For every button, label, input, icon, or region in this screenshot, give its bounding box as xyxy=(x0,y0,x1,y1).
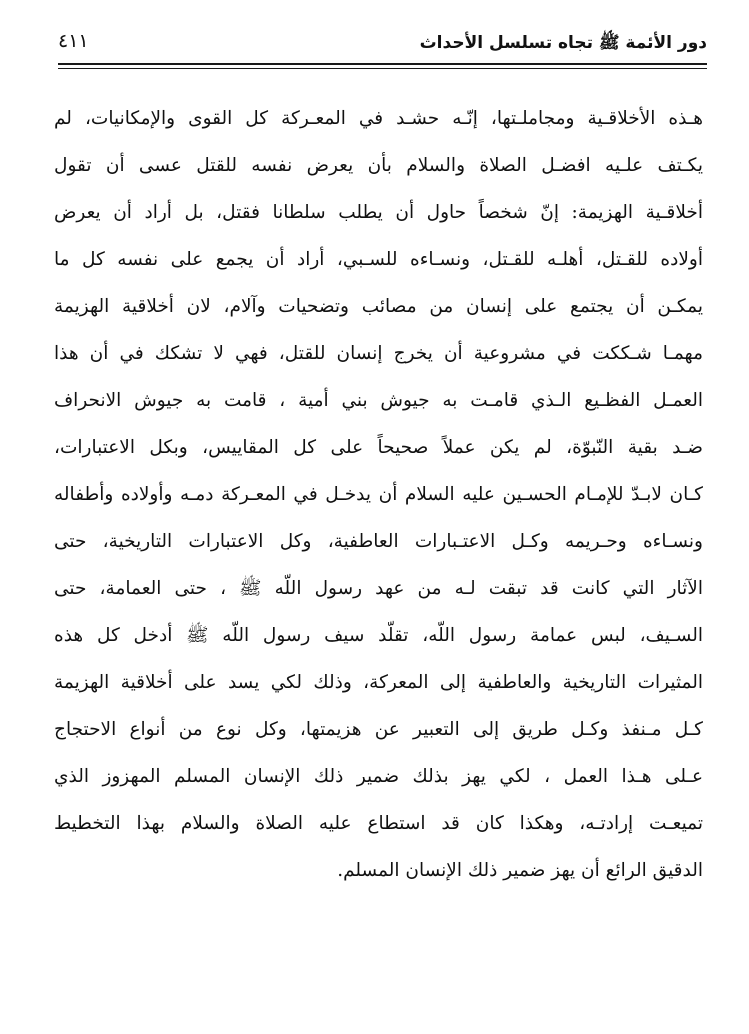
text-line: السـيف، لبس عمامة رسول اللّه، تقلّد سيف رسول اللّه ﷺ أدخل كل هذه xyxy=(54,625,703,646)
text-line: الدقيق الرائع أن يهز ضمير ذلك الإنسان المسلم. xyxy=(337,860,703,881)
text-line: أخلاقـية الهزيمة: إنّ شخصاً حاول أن يطلب سلطانا فقتل، بل أراد أن يعرض xyxy=(54,202,703,223)
text-line: تميعـت إرادتـه، وهكذا كان قد استطاع عليه الصلاة والسلام بهذا التخطيط xyxy=(54,813,703,834)
text-line: كـل مـنفذ وكـل طريق إلى التعبير عن هزيمتها، وكل نوع من أنواع الاحتجاج xyxy=(54,719,703,740)
running-header xyxy=(58,30,707,62)
text-line: يكـتف علـيه افضـل الصلاة والسلام بأن يعرض نفسه للقتل عسى أن تقول xyxy=(54,155,703,176)
body-text xyxy=(54,95,703,894)
text-line: عـلى هـذا العمل ، لكي يهز بذلك ضمير ذلك الإنسان المسلم المهزوز الذي xyxy=(54,766,703,787)
text-line: مهمـا شـككت في مشروعية أن يخرج إنسان للقتل، فهي لا تشكك في أن هذا xyxy=(54,343,703,364)
text-line: ونسـاءه وحـريمه وكـل الاعتـبارات العاطفية، وكل الاعتبارات التاريخية، حتى xyxy=(54,531,703,552)
text-line: أولاده للقـتل، أهلـه للقـتل، ونسـاءه للسـبي، أراد أن يجمع على نفسه كل ما xyxy=(54,249,703,270)
header-rule-thin xyxy=(58,68,707,69)
running-title: دور الأئمة ﷺ تجاه تسلسل الأحداث xyxy=(419,33,707,53)
text-line: العمـل الفظـيع الـذي قامـت به جيوش بني أمية ، قامت به جيوش الانحراف xyxy=(54,390,703,411)
text-line: الآثار التي كانت قد تبقت لـه من عهد رسول اللّه ﷺ ، حتى العمامة، حتى xyxy=(54,578,703,599)
text-line: ضـد بقية النّبوّة، لم يكن عملاً صحيحاً على كل المقاييس، وبكل الاعتبارات، xyxy=(54,437,703,458)
text-line: المثيرات التاريخية والعاطفية إلى المعركة، وذلك لكي يسد على أخلاقية الهزيمة xyxy=(54,672,703,693)
page-number: ٤١١ xyxy=(58,30,89,52)
header-rule xyxy=(58,63,707,65)
text-line: كـان لابـدّ للإمـام الحسـين عليه السلام أن يدخـل في المعـركة دمـه وأولاده وأطفاله xyxy=(54,484,703,505)
text-line: يمكـن أن يجتمع على إنسان من مصائب وتضحيات وآلام، لان أخلاقية الهزيمة xyxy=(54,296,703,317)
text-line: هـذه الأخلاقـية ومجاملـتها، إنّـه حشـد في المعـركة كل القوى والإمكانيات، لم xyxy=(54,108,703,129)
